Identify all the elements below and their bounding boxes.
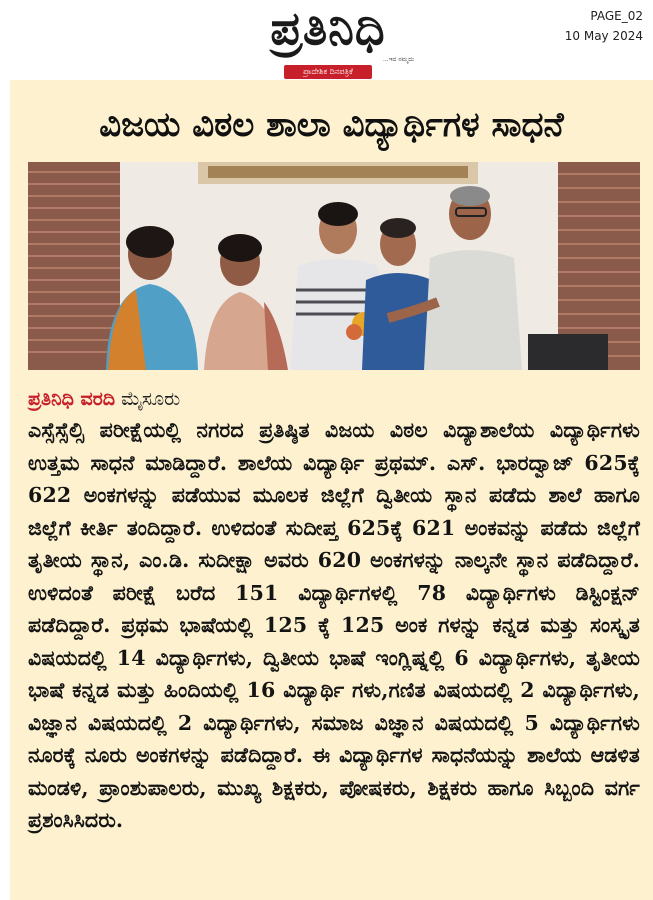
byline — [28, 386, 180, 412]
publication-date: 10 May 2024 — [564, 29, 643, 43]
article-body — [28, 414, 640, 837]
logo-badge: ಪ್ರಾದೇಶಿಕ ದಿನಪತ್ರಿಕೆ — [284, 65, 372, 79]
byline-source: ಪ್ರತಿನಿಧಿ ವರದಿ — [28, 388, 116, 410]
logo-text: ಪ್ರತಿನಿಧಿ — [270, 1, 386, 55]
newspaper-logo — [238, 2, 418, 78]
article-paragraph: ಎಸ್ಸೆಸ್ಸೆಲ್ಸಿ ಪರೀಕ್ಷೆಯಲ್ಲಿ ನಗರದ ಪ್ರತಿಷ್ಠಿತ ವಿಜಯ ವಿಠಲ ವಿದ್ಯಾಶಾಲೆಯ ವಿದ್ಯಾರ್ಥಿಗಳು ಉತ್ತಮ ಸಾಧನೆ ಮಾಡಿದ್ದಾರೆ. ಶಾಲೆಯ ವಿದ್ಯಾರ್ಥಿ ಪ್ರಥಮ್. ಎಸ್. ಭಾರದ್ವಾಜ್ 625ಕ್ಕೆ 622 ಅಂಕಗಳನ್ನು ಪಡೆಯುವ ಮೂಲಕ ಜಿಲ್ಲೆಗೆ ದ್ವಿತೀಯ ಸ್ಥಾನ ಪಡೆದು ಶಾಲೆ ಹಾಗೂ ಜಿಲ್ಲೆಗೆ ಕೀರ್ತಿ ತಂದಿದ್ದಾರೆ. ಉಳಿದಂತೆ ಸುದೀಪ್ತ 625ಕ್ಕೆ 621 ಅಂಕವನ್ನು ಪಡೆದು ಜಿಲ್ಲೆಗೆ ತೃತೀಯ ಸ್ಥಾನ, ಎಂ.ಡಿ. ಸುದೀಕ್ಷಾ ಅವರು 620 ಅಂಕಗಳನ್ನು ನಾಲ್ಕನೇ ಸ್ಥಾನ ಪಡೆದಿದ್ದಾರೆ. ಉಳಿದಂತೆ ಪರೀಕ್ಷೆ ಬರೆದ 151 ವಿದ್ಯಾರ್ಥಿಗಳಲ್ಲಿ 78 ವಿದ್ಯಾರ್ಥಿಗಳು ಡಿಸ್ಟಿಂಕ್ಷನ್ ಪಡೆದಿದ್ದಾರೆ. ಪ್ರಥಮ ಭಾಷೆಯಲ್ಲಿ 125 ಕ್ಕೆ 125 ಅಂಕ ಗಳನ್ನು ಕನ್ನಡ ಮತ್ತು ಸಂಸ್ಕೃತ ವಿಷಯದಲ್ಲಿ 14 ವಿದ್ಯಾರ್ಥಿಗಳು, ದ್ವಿತೀಯ ಭಾಷೆ ಇಂಗ್ಲಿಷ್ನಲ್ಲಿ 6 ವಿದ್ಯಾರ್ಥಿಗಳು, ತೃತೀಯ ಭಾಷೆ ಕನ್ನಡ ಮತ್ತು ಹಿಂದಿಯಲ್ಲಿ 16 ವಿದ್ಯಾರ್ಥಿ ಗಳು,ಗಣಿತ ವಿಷಯದಲ್ಲಿ 2 ವಿದ್ಯಾರ್ಥಿಗಳು, ವಿಜ್ಞಾನ ವಿಷಯದಲ್ಲಿ 2 ವಿದ್ಯಾರ್ಥಿಗಳು, ಸಮಾಜ ವಿಜ್ಞಾನ ವಿಷಯದಲ್ಲಿ 5 ವಿದ್ಯಾರ್ಥಿಗಳು ನೂರಕ್ಕೆ ನೂರು ಅಂಕಗಳನ್ನು ಪಡೆದಿದ್ದಾರೆ. ಈ ವಿದ್ಯಾರ್ಥಿಗಳ ಸಾಧನೆಯನ್ನು ಶಾಲೆಯ ಆಡಳಿತ ಮಂಡಳಿ, ಪ್ರಾಂಶುಪಾಲರು, ಮುಖ್ಯ ಶಿಕ್ಷಕರು, ಪೋಷಕರು, ಶಿಕ್ಷಕರು ಹಾಗೂ ಸಿಬ್ಬಂದಿ ವರ್ಗ ಪ್ರಶಂಸಿಸಿದರು. — [28, 418, 640, 832]
article-clipping — [10, 80, 653, 900]
page-meta — [565, 6, 643, 46]
page-number: PAGE_02 — [590, 9, 643, 23]
article-headline: ವಿಜಯ ವಿಠಲ ಶಾಲಾ ವಿದ್ಯಾರ್ಥಿಗಳ ಸಾಧನೆ — [99, 105, 564, 145]
group-photo-illustration — [28, 162, 640, 370]
article-photo — [28, 162, 640, 370]
masthead — [0, 0, 653, 80]
logo-tagline: ...ಇದ ನಮ್ಮದು — [382, 56, 414, 63]
byline-place: ಮೈಸೂರು — [121, 388, 181, 410]
